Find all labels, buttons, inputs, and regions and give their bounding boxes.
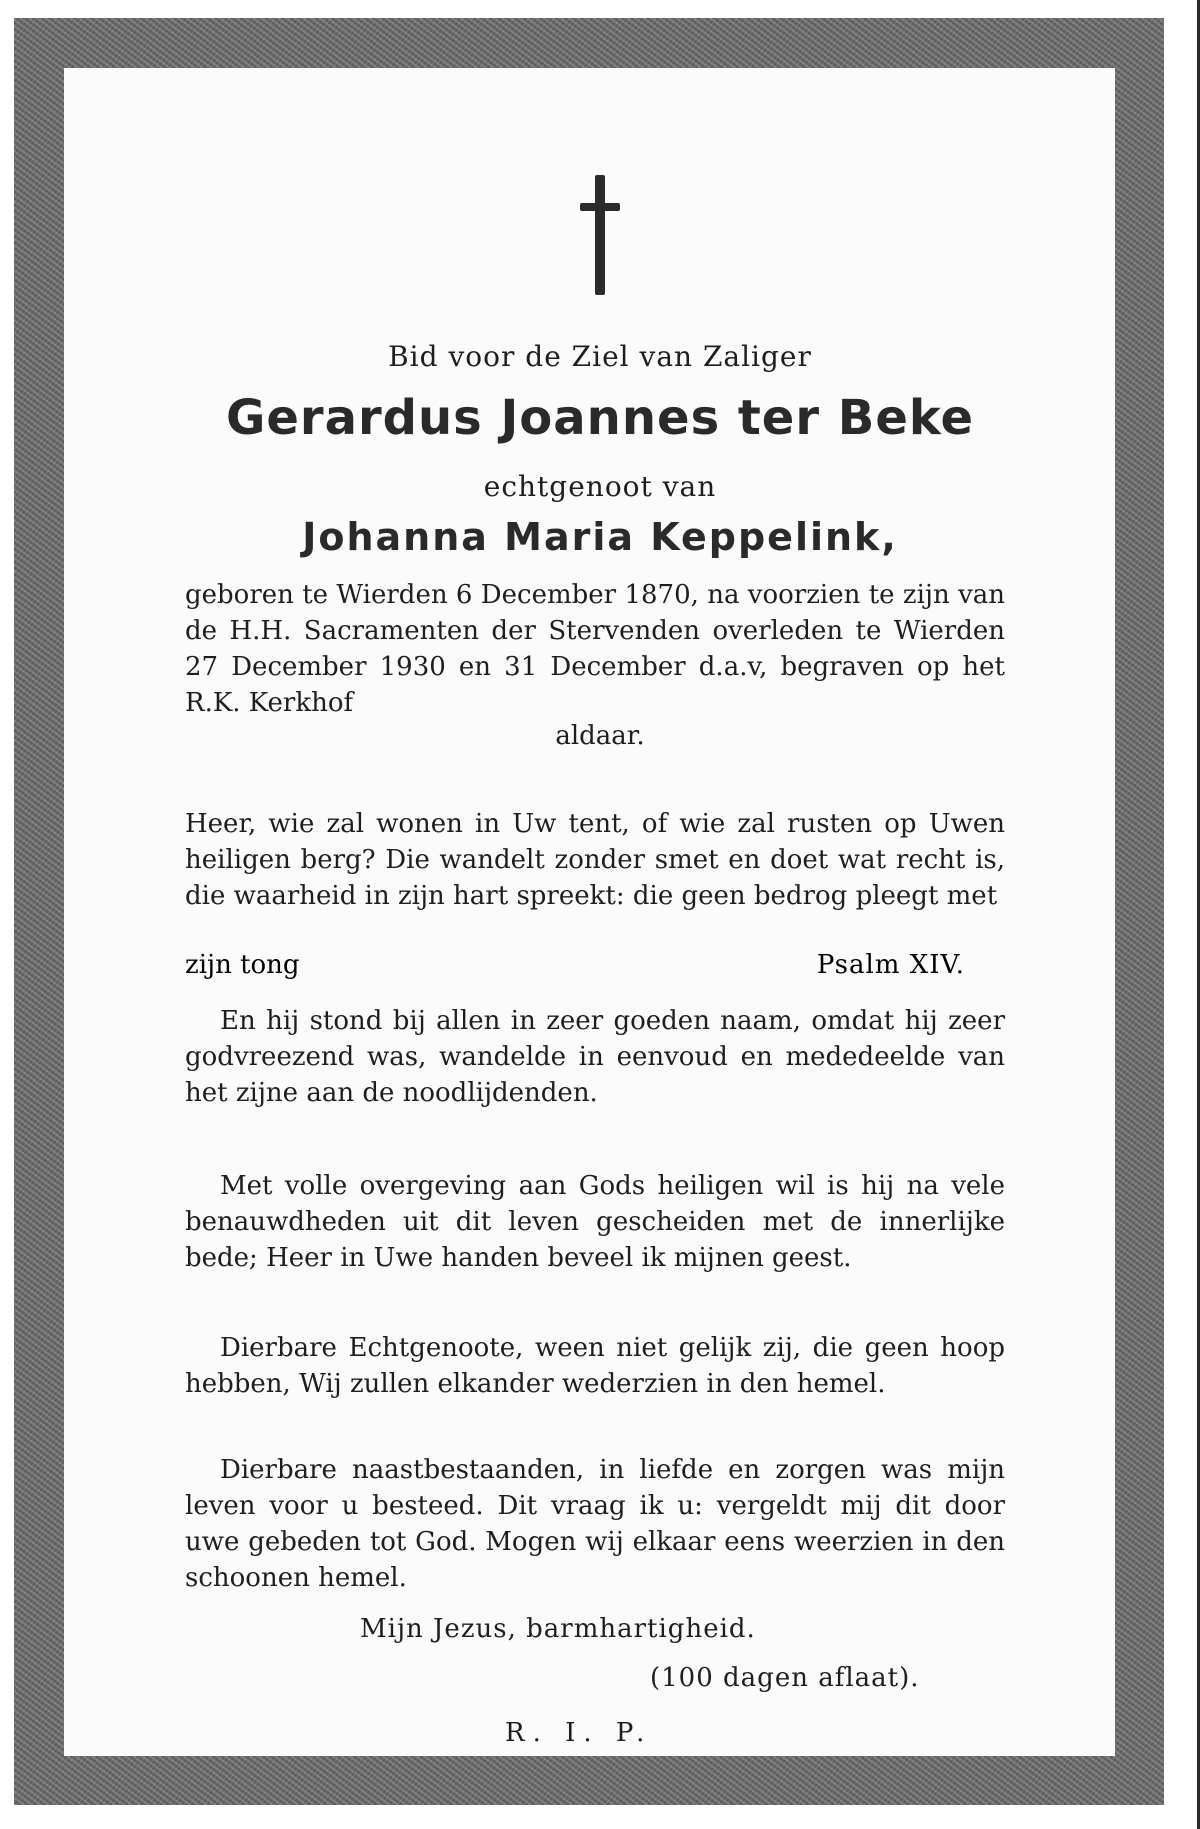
indulgence-note: (100 dagen aflaat).	[650, 1663, 920, 1693]
spouse-intro: echtgenoot van	[483, 470, 717, 503]
cross-icon	[580, 175, 620, 295]
surrender-paragraph: Met volle overgeving aan Gods heiligen wil is hij na vele benauwdheden uit dit leven gescheiden met de innerlijke bede; Heer in Uwe handen beveel ik mijnen geest.	[185, 1171, 1005, 1273]
cross-vertical-bar	[595, 175, 605, 295]
biography-paragraph: geboren te Wierden 6 December 1870, na voorzien te zijn van de H.H. Sacramenten der Stervenden overleden te Wierden 27 December 1930 en 31 December d.a.v, begraven op het R.K. Kerkhof	[185, 580, 1005, 718]
rip-line: R. I. P.	[505, 1718, 653, 1748]
intro-line: Bid voor de Ziel van Zaliger	[388, 340, 812, 373]
psalm-paragraph: Heer, wie zal wonen in Uw tent, of wie zal rusten op Uwen heiligen berg? Die wandelt zonder smet en doet wat recht is, die waarheid in zijn hart spreekt: die geen bedrog pleegt met	[185, 809, 1005, 911]
deceased-name: Gerardus Joannes ter Beke	[225, 390, 975, 446]
psalm-last-line: zijn tong	[185, 950, 300, 980]
biography-end: aldaar.	[555, 721, 645, 751]
spouse-farewell-paragraph: Dierbare Echtgenoote, ween niet gelijk zij, die geen hoop hebben, Wij zullen elkander wederzien in den hemel.	[185, 1333, 1005, 1399]
relatives-farewell-paragraph: Dierbare naastbestaanden, in liefde en zorgen was mijn leven voor u besteed. Dit vraag ik u: vergeldt mij dit door uwe gebeden tot God. Mogen wij elkaar eens weerzien in den schoonen hemel.	[185, 1455, 1005, 1593]
spouse-name: Johanna Maria Keppelink,	[302, 515, 898, 559]
psalm-reference: Psalm XIV.	[816, 950, 965, 980]
cross-horizontal-bar	[580, 203, 620, 211]
closing-prayer: Mijn Jezus, barmhartigheid.	[360, 1614, 756, 1644]
character-paragraph: En hij stond bij allen in zeer goeden naam, omdat hij zeer godvreezend was, wandelde in eenvoud en mededeelde van het zijne aan de noodlijdenden.	[185, 1006, 1005, 1108]
